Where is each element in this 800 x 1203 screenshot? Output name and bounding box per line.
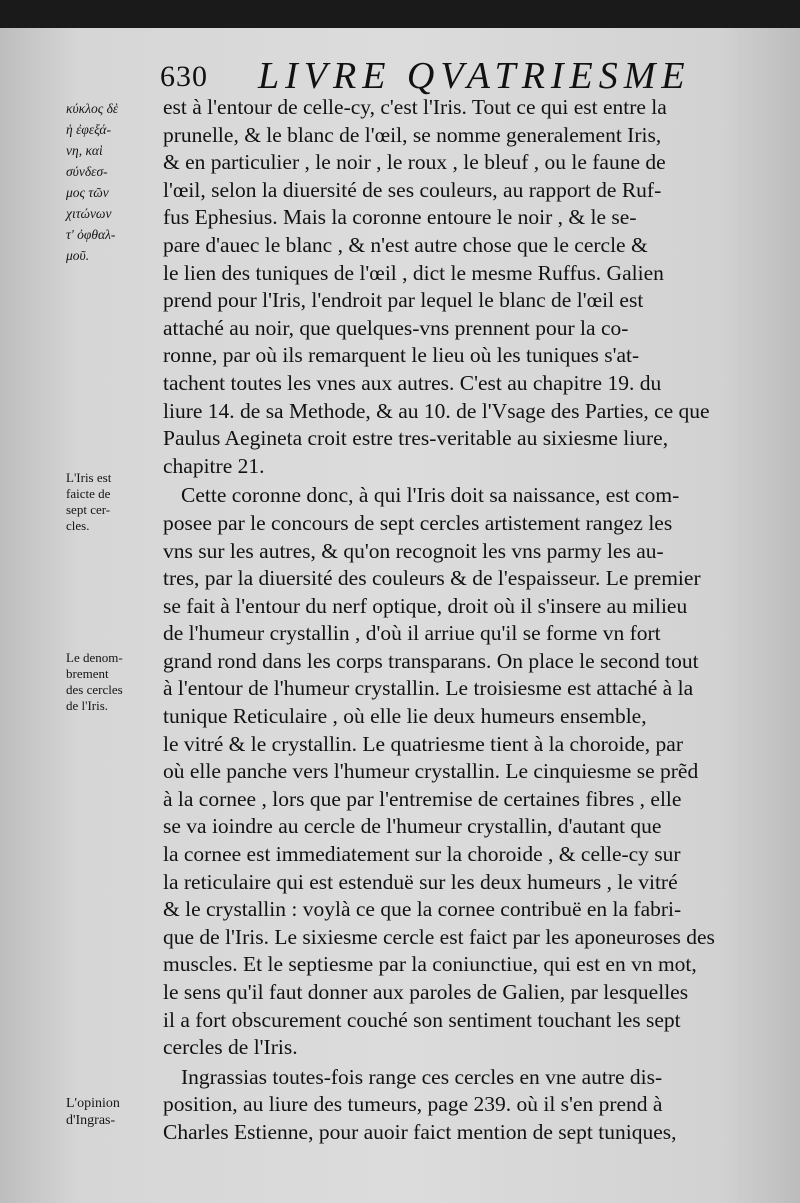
margin-line: τ' ὀφθαλ- xyxy=(66,227,116,242)
body-line: fus Ephesius. Mais la coronne entoure le noir , & le se- xyxy=(163,205,637,230)
running-title: LIVRE QVATRIESME xyxy=(258,55,691,97)
body-line: la reticulaire qui est estenduë sur les deux humeurs , le vitré xyxy=(163,869,678,894)
body-line: grand rond dans les corps transparans. On place le second tout xyxy=(163,648,699,673)
body-line: est à l'entour de celle-cy, c'est l'Iris. Tout ce qui est entre la xyxy=(163,95,667,119)
body-line: pare d'auec le blanc , & n'est autre chose que le cercle & xyxy=(163,232,648,257)
margin-line: des cercles xyxy=(66,682,123,697)
margin-line: brement xyxy=(66,666,109,681)
body-line: le vitré & le crystallin. Le quatriesme tient à la choroide, par xyxy=(163,731,683,756)
margin-line: ἡ ἐφεξά- xyxy=(66,122,111,137)
body-line: liure 14. de sa Methode, & au 10. de l'Vsage des Parties, ce que xyxy=(163,398,710,423)
body-line: la cornee est immediatement sur la choroide , & celle-cy sur xyxy=(163,842,681,867)
body-line: prunelle, & le blanc de l'œil, se nomme generalement Iris, xyxy=(163,122,662,147)
body-line: posee par le concours de sept cercles artistement rangez les xyxy=(163,510,673,535)
page-number: 630 xyxy=(160,60,208,93)
book-page xyxy=(0,28,800,1203)
margin-note-ingrassias xyxy=(66,1095,162,1129)
body-line: Charles Estienne, pour auoir faict mention de sept tuniques, xyxy=(163,1119,677,1144)
body-line: le lien des tuniques de l'œil , dict le mesme Ruffus. Galien xyxy=(163,260,664,285)
margin-greek-quote xyxy=(66,98,162,266)
body-line: où elle panche vers l'humeur crystallin. Le cinquiesme se prẽd xyxy=(163,759,699,784)
body-line: l'œil, selon la diuersité de ses couleurs, au rapport de Ruf- xyxy=(163,177,662,202)
body-line: cercles de l'Iris. xyxy=(163,1035,298,1060)
body-line: il a fort obscurement couché son sentiment touchant les sept xyxy=(163,1007,681,1032)
margin-line: νη, καὶ xyxy=(66,143,103,158)
margin-line: μος τῶν xyxy=(66,185,109,200)
margin-line: κύκλος δὲ xyxy=(66,101,119,116)
body-line: Paulus Aegineta croit estre tres-veritable au sixiesme liure, xyxy=(163,426,669,451)
body-line: que de l'Iris. Le sixiesme cercle est faict par les aponeuroses des xyxy=(163,924,715,949)
paragraph-start: Ingrassias toutes-fois range ces cercles en vne autre dis- xyxy=(181,1064,663,1089)
body-line: tres, par la diuersité des couleurs & de l'espaisseur. Le premier xyxy=(163,566,701,591)
margin-note-iris-seven-circles xyxy=(66,470,162,534)
margin-line: L'opinion xyxy=(66,1096,120,1111)
body-line: se fait à l'entour du nerf optique, droit où il s'insere au milieu xyxy=(163,593,688,618)
page-header xyxy=(160,54,760,98)
margin-line: faicte de xyxy=(66,486,111,501)
margin-line: sept cer- xyxy=(66,502,111,517)
body-line: prend pour l'Iris, l'endroit par lequel le blanc de l'œil est xyxy=(163,288,644,313)
paragraph-start: Cette coronne donc, à qui l'Iris doit sa naissance, est com- xyxy=(181,483,680,508)
body-line: de l'humeur crystallin , d'où il arriue qu'il se forme vn fort xyxy=(163,621,661,646)
body-line: & le crystallin : voylà ce que la cornee contribuë en la fabri- xyxy=(163,897,682,922)
body-line: tachent toutes les vnes aux autres. C'est au chapitre 19. du xyxy=(163,370,662,395)
body-line: se va ioindre au cercle de l'humeur crystallin, d'autant que xyxy=(163,814,662,839)
margin-line: χιτώνων xyxy=(66,206,112,221)
margin-note-enumeration xyxy=(66,650,162,714)
body-line: le sens qu'il faut donner aux paroles de Galien, par lesquelles xyxy=(163,980,689,1004)
body-line: à l'entour de l'humeur crystallin. Le troisiesme est attaché à la xyxy=(163,676,694,701)
body-line: à la cornee , lors que par l'entremise de certaines fibres , elle xyxy=(163,786,682,811)
body-line: attaché au noir, que quelques-vns prennent pour la co- xyxy=(163,315,629,340)
body-line: position, au liure des tumeurs, page 239. où il s'en prend à xyxy=(163,1092,663,1117)
margin-line: de l'Iris. xyxy=(66,698,109,713)
body-line: vns sur les autres, & qu'on recognoit les vns parmy les au- xyxy=(163,538,664,563)
body-line: ronne, par où ils remarquent le lieu où les tuniques s'at- xyxy=(163,343,640,368)
margin-line: L'Iris est xyxy=(66,470,112,485)
margin-line: d'Ingras- xyxy=(66,1113,116,1128)
margin-line: μοῦ. xyxy=(66,248,90,263)
body-line: tunique Reticulaire , où elle lie deux humeurs ensemble, xyxy=(163,704,647,729)
margin-line: σύνδεσ- xyxy=(66,164,108,179)
margin-line: Le denom- xyxy=(66,650,123,665)
margin-line: cles. xyxy=(66,518,90,533)
body-line: chapitre 21. xyxy=(163,453,265,478)
body-text xyxy=(163,94,763,1147)
body-line: & en particulier , le noir , le roux , le bleuf , ou le faune de xyxy=(163,150,666,175)
body-line: muscles. Et le septiesme par la coniunctiue, qui est en vn mot, xyxy=(163,952,697,977)
